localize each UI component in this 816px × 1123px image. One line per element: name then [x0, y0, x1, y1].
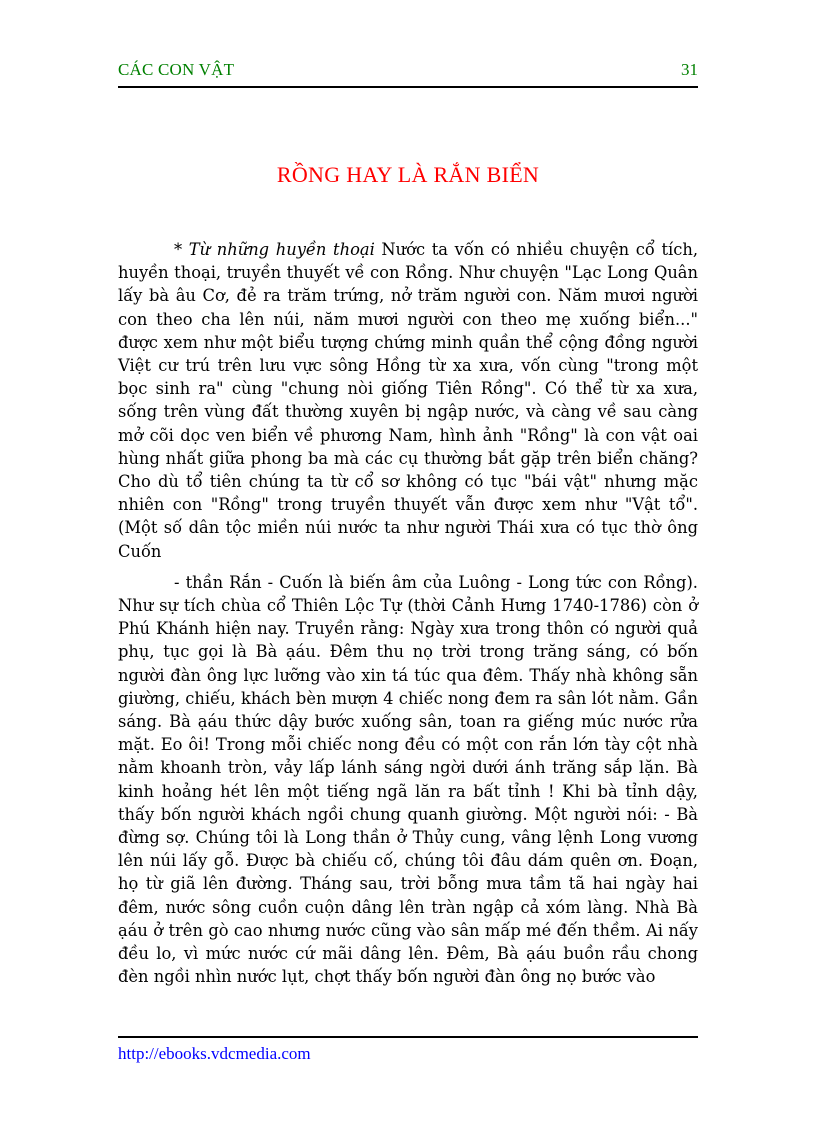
page-number: 31: [681, 60, 698, 79]
body-text: [118, 238, 698, 989]
paragraph-lead: * Từ những huyền thoại: [174, 240, 375, 259]
paragraph: [118, 571, 698, 989]
paragraph: [118, 238, 698, 563]
footer-rule: [118, 1036, 698, 1038]
running-header-title: CÁC CON VẬT: [118, 60, 235, 79]
chapter-title: RỒNG HAY LÀ RẮN BIỂN: [276, 162, 540, 187]
header-rule: [118, 86, 698, 88]
footer-link[interactable]: http://ebooks.vdcmedia.com: [118, 1044, 311, 1063]
running-header: [118, 60, 698, 82]
paragraph-text: - thần Rắn - Cuốn là biến âm của Luông - Long tức con Rồng). Như sự tích chùa cổ Thiên Lộc Tự (thời Cảnh Hưng 1740-1786) còn ở Phú Khánh hiện nay. Truyền rằng: Ngày xưa trong thôn có người quả phụ, tục gọi là Bà ạáu. Đêm thu nọ trời trong trăng sáng, có bốn người đàn ông lực lưỡng vào xin tá túc qua đêm. Thấy nhà không sẵn giường, chiếu, khách bèn mượn 4 chiếc nong đem ra sân lót nằm. Gần sáng. Bà ạáu thức dậy bước xuống sân, toan ra giếng múc nước rửa mặt. Eo ôi! Trong mỗi chiếc nong đều có một con rắn lớn tày cột nhà nằm khoanh tròn, vảy lấp lánh sáng ngời dưới ánh trăng sắp lặn. Bà kinh hoảng hét lên một tiếng ngã lăn ra bất tỉnh ! Khi bà tỉnh dậy, thấy bốn người khách ngồi chung quanh giường. Một người nói: - Bà đừng sợ. Chúng tôi là Long thần ở Thủy cung, vâng lệnh Long vương lên núi lấy gỗ. Được bà chiếu cố, chúng tôi đâu dám quên ơn. Đoạn, họ từ giã lên đường. Tháng sau, trời bỗng mưa tầm tã hai ngày hai đêm, nước sông cuồn cuộn dâng lên tràn ngập cả xóm làng. Nhà Bà ạáu ở trên gò cao nhưng nước cũng vào sân mấp mé đến thềm. Ai nấy đều lo, vì mức nước cứ mãi dâng lên. Đêm, Bà ạáu buồn rầu chong đèn ngồi nhìn nước lụt, chợt thấy bốn người đàn ông nọ bước vào: [118, 572, 698, 987]
paragraph-text: Nước ta vốn có nhiều chuyện cổ tích, huyền thoại, truyền thuyết về con Rồng. Như chuyện "Lạc Long Quân lấy bà âu Cơ, đẻ ra trăm trứng, nở trăm người con. Năm mươi người con theo cha lên núi, năm mươi người con theo mẹ xuống biển..." được xem như một biểu tượng chứng minh quần thể cộng đồng người Việt cư trú trên lưu vực sông Hồng từ xa xưa, vốn cùng "trong một bọc sinh ra" cùng "chung nòi giống Tiên Rồng". Có thể từ xa xưa, sống trên vùng đất thường xuyên bị ngập nước, và càng về sau càng mở cõi dọc ven biển về phương Nam, hình ảnh "Rồng" là con vật oai hùng nhất giữa phong ba mà các cụ thường bắt gặp trên biển chăng? Cho dù tổ tiên chúng ta từ cổ sơ không có tục "bái vật" nhưng mặc nhiên con "Rồng" trong truyền thuyết vẫn được xem như "Vật tổ". (Một số dân tộc miền núi nước ta như người Thái xưa có tục thờ ông Cuốn: [118, 240, 698, 561]
